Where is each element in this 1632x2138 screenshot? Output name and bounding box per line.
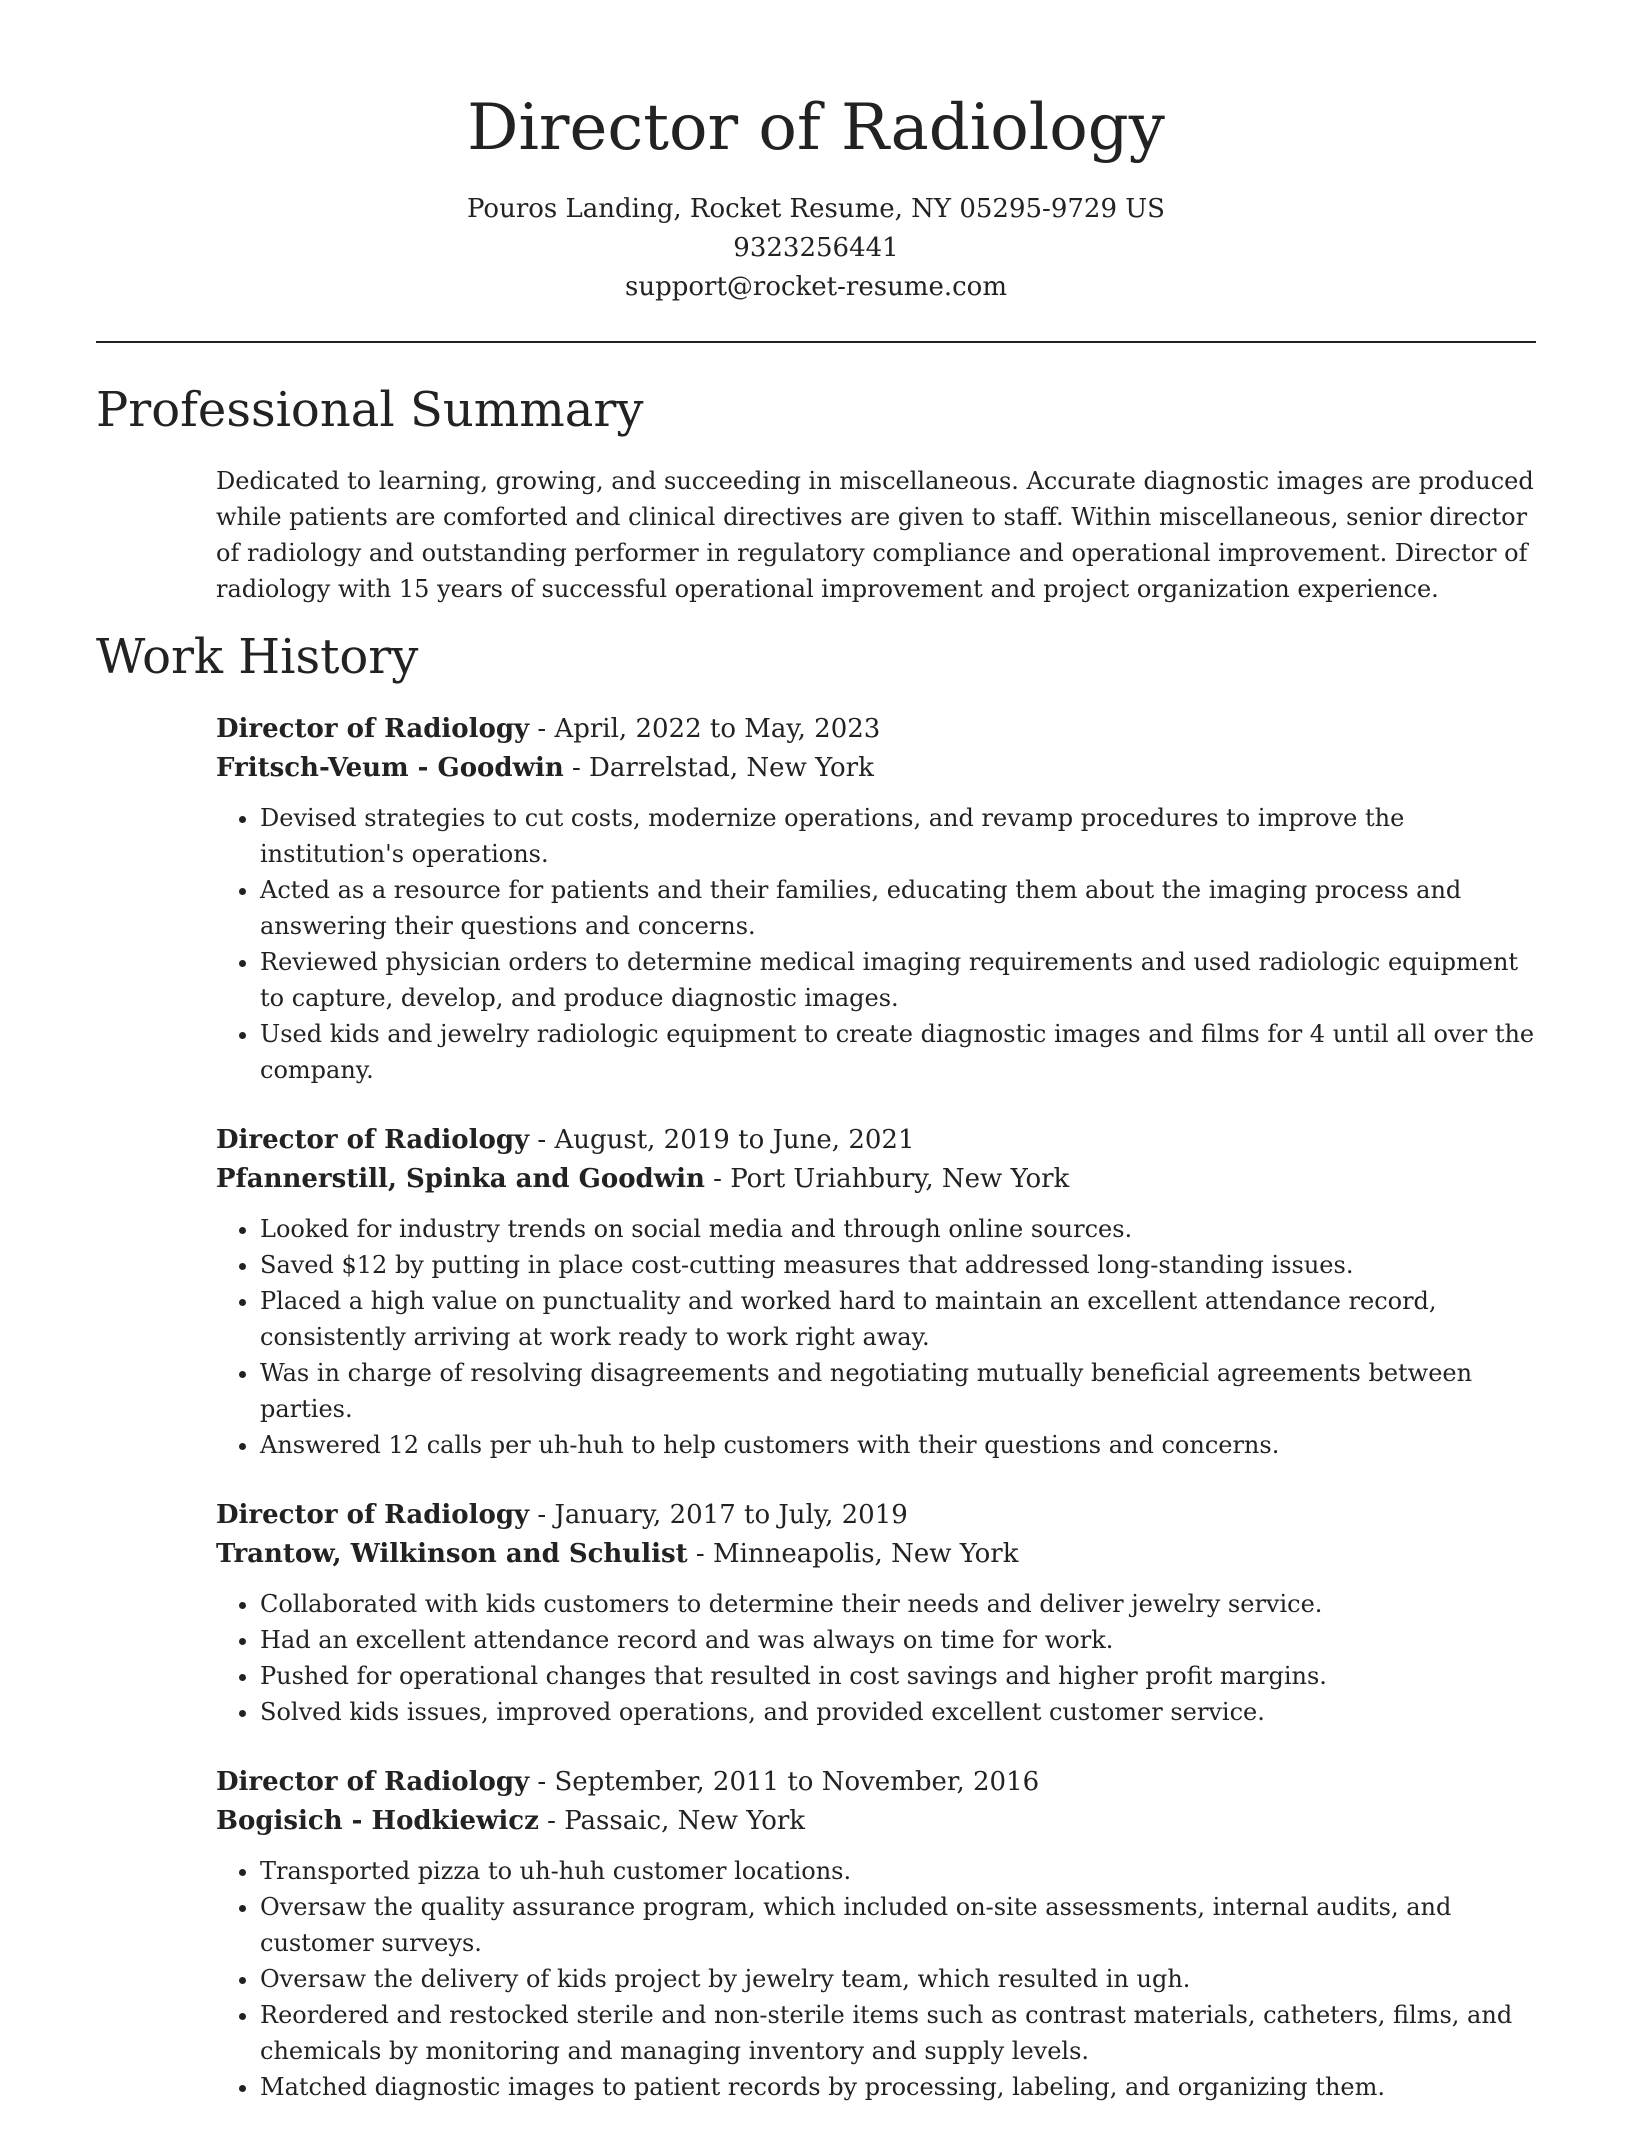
job-bullet: • Reviewed physician orders to determine medical imaging requirements and used radiologic equipment to capture, develop, and produce diagnostic images. (260, 944, 1536, 1016)
job-bullets (216, 1211, 1536, 1463)
job-role: Director of Radiology (216, 1500, 530, 1530)
job-location: - Darrelstad, New York (563, 753, 874, 783)
section-title-work-history: Work History (96, 629, 419, 685)
job-bullet: • Transported pizza to uh-huh customer locations. (260, 1853, 1536, 1889)
job-bullet: • Matched diagnostic images to patient records by processing, labeling, and organizing them. (260, 2069, 1536, 2105)
candidate-name: Director of Radiology (467, 91, 1165, 165)
job-employer: Fritsch-Veum - Goodwin (216, 753, 564, 783)
resume-header (0, 0, 1632, 307)
job-bullet: • Oversaw the delivery of kids project by jewelry team, which resulted in ugh. (260, 1961, 1536, 1997)
job-bullets (216, 1586, 1536, 1730)
job-bullets (216, 800, 1536, 1088)
job-employer: Pfannerstill, Spinka and Goodwin (216, 1164, 705, 1194)
job-bullet: • Was in charge of resolving disagreements and negotiating mutually beneficial agreements between parties. (260, 1355, 1536, 1427)
contact-email: support@rocket-resume.com (624, 272, 1007, 302)
job-role: Director of Radiology (216, 1767, 530, 1797)
contact-address: Pouros Landing, Rocket Resume, NY 05295-9729 US (466, 194, 1165, 224)
summary-text: Dedicated to learning, growing, and succeeding in miscellaneous. Accurate diagnostic images are produced while patients are comforted and clinical directives are given to staff. Within miscellaneous, senior director of radiology and outstanding performer in regulatory compliance and operational improvement. Director of radiology with 15 years of successful operational improvement and project organization experience. (216, 467, 1534, 603)
work-history-list (216, 710, 1536, 2138)
job-bullet: • Saved $12 by putting in place cost-cutting measures that addressed long-standing issues. (260, 1247, 1536, 1283)
job-entry (216, 710, 1536, 1088)
job-bullet: • Devised strategies to cut costs, modernize operations, and revamp procedures to improve the institution's operations. (260, 800, 1536, 872)
section-title-summary: Professional Summary (96, 382, 644, 438)
job-company-line (216, 1802, 1536, 1841)
job-bullets (216, 1853, 1536, 2105)
job-employer: Bogisich - Hodkiewicz (216, 1806, 539, 1836)
job-bullet: • Reordered and restocked sterile and non-sterile items such as contrast materials, catheters, films, and chemicals by monitoring and managing inventory and supply levels. (260, 1997, 1536, 2069)
job-entry (216, 1763, 1536, 2105)
job-location: - Passaic, New York (538, 1806, 806, 1836)
job-bullet: • Looked for industry trends on social media and through online sources. (260, 1211, 1536, 1247)
job-location: - Port Uriahbury, New York (704, 1164, 1070, 1194)
job-employer: Trantow, Wilkinson and Schulist (216, 1539, 688, 1569)
job-title-line (216, 1496, 1536, 1535)
job-bullet: • Had an excellent attendance record and was always on time for work. (260, 1622, 1536, 1658)
job-company-line (216, 749, 1536, 788)
job-company-line (216, 1535, 1536, 1574)
job-bullet: • Collaborated with kids customers to determine their needs and deliver jewelry service. (260, 1586, 1536, 1622)
contact-info (0, 190, 1632, 307)
job-bullet: • Used kids and jewelry radiologic equipment to create diagnostic images and films for 4 until all over the company. (260, 1016, 1536, 1088)
job-entry (216, 1121, 1536, 1463)
job-dates: - August, 2019 to June, 2021 (529, 1125, 915, 1155)
job-bullet: • Solved kids issues, improved operations, and provided excellent customer service. (260, 1694, 1536, 1730)
job-title-line (216, 1763, 1536, 1802)
job-dates: - September, 2011 to November, 2016 (529, 1767, 1040, 1797)
job-role: Director of Radiology (216, 714, 530, 744)
job-bullet: • Answered 12 calls per uh-huh to help customers with their questions and concerns. (260, 1427, 1536, 1463)
job-bullet: • Acted as a resource for patients and their families, educating them about the imaging process and answering their questions and concerns. (260, 872, 1536, 944)
header-divider (96, 341, 1536, 343)
job-dates: - January, 2017 to July, 2019 (529, 1500, 908, 1530)
job-location: - Minneapolis, New York (687, 1539, 1019, 1569)
contact-phone: 9323256441 (733, 233, 899, 263)
job-bullet: • Placed a high value on punctuality and worked hard to maintain an excellent attendance record, consistently arriving at work ready to work right away. (260, 1283, 1536, 1355)
job-dates: - April, 2022 to May, 2023 (529, 714, 881, 744)
job-bullet: • Oversaw the quality assurance program, which included on-site assessments, internal audits, and customer surveys. (260, 1889, 1536, 1961)
job-title-line (216, 1121, 1536, 1160)
job-company-line (216, 1160, 1536, 1199)
job-bullet: • Pushed for operational changes that resulted in cost savings and higher profit margins. (260, 1658, 1536, 1694)
job-entry (216, 1496, 1536, 1730)
job-role: Director of Radiology (216, 1125, 530, 1155)
job-title-line (216, 710, 1536, 749)
